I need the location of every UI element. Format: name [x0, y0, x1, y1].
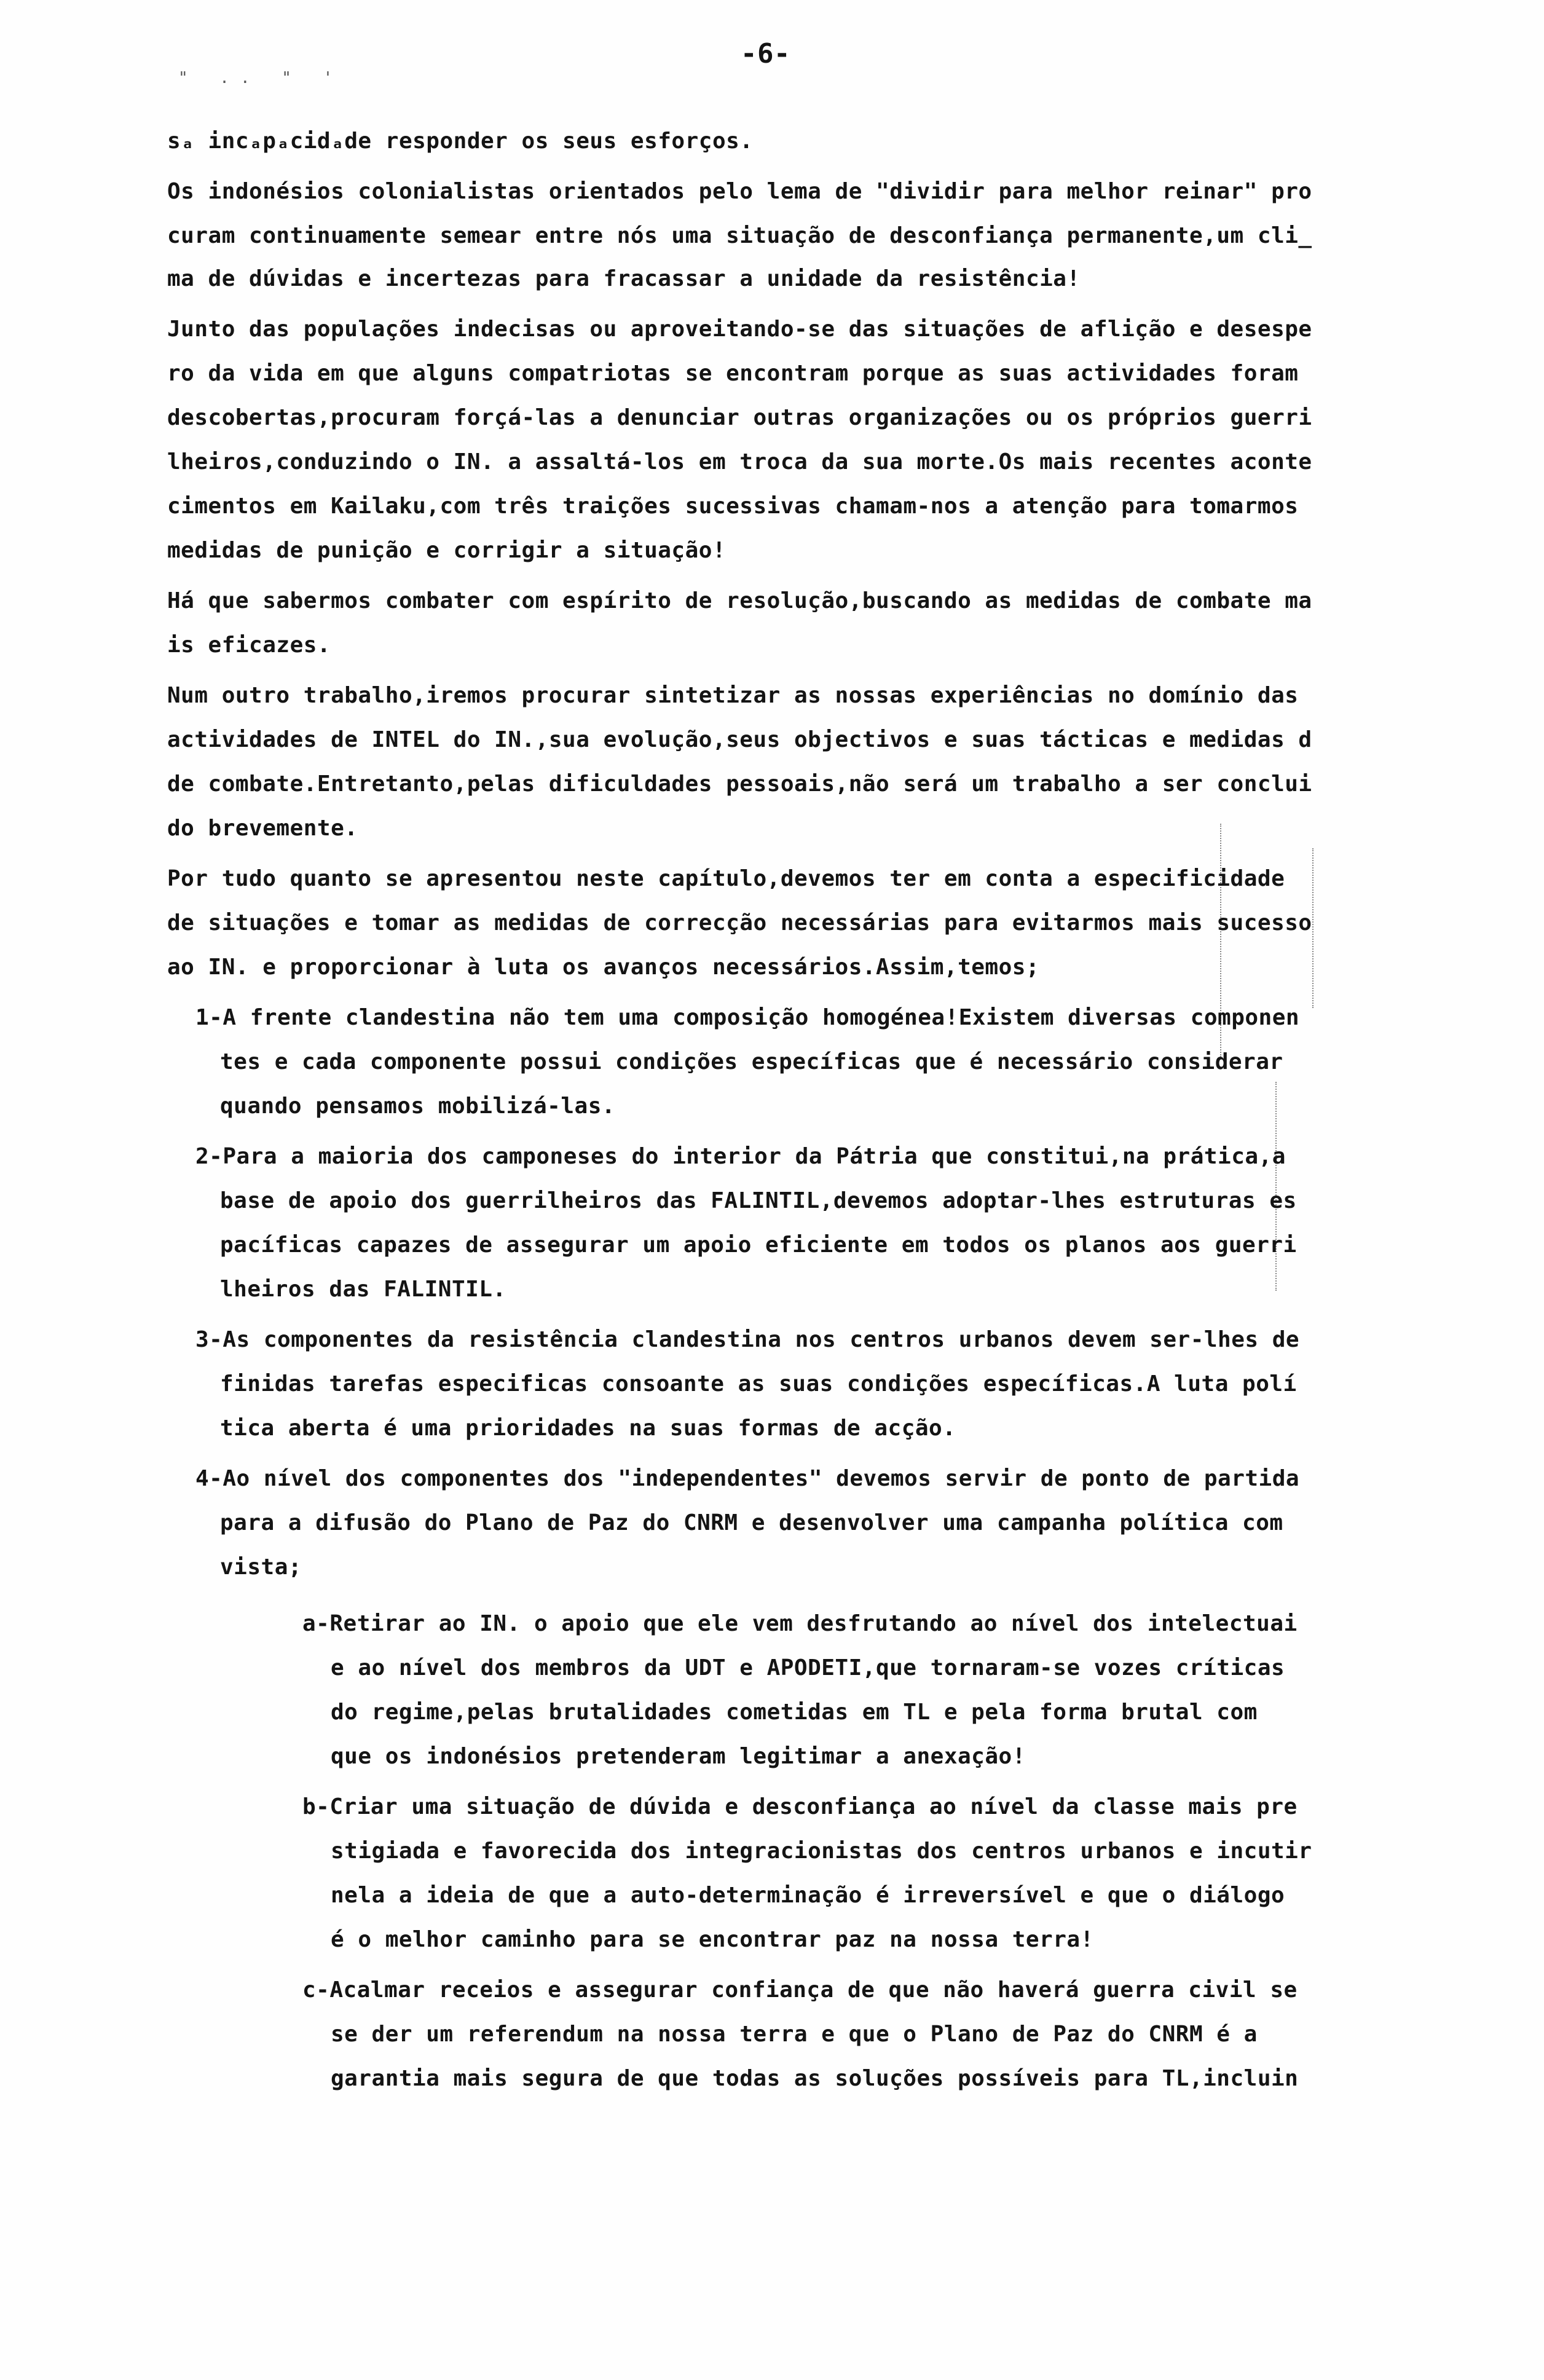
- sub-item-line: a-Retirar ao IN. o apoio que ele vem desfrutando ao nível dos intelectuai: [302, 1611, 1298, 1636]
- text-line: Há que sabermos combater com espírito de resolução,buscando as medidas de combate ma: [167, 588, 1312, 613]
- text-line: do brevemente.: [167, 816, 358, 841]
- text-line: Por tudo quanto se apresentou neste capítulo,devemos ter em conta a especificidade: [167, 866, 1285, 891]
- text-line: sₐ incₐpₐcidₐde responder os seus esforços.: [167, 128, 754, 154]
- sub-item-line: é o melhor caminho para se encontrar paz na nossa terra!: [331, 1927, 1094, 1952]
- sub-item-line: b-Criar uma situação de dúvida e desconfiança ao nível da classe mais pre: [302, 1794, 1298, 1819]
- stray-mark: [1312, 848, 1314, 1008]
- sub-item-line: se der um referendum na nossa terra e que o Plano de Paz do CNRM é a: [331, 2022, 1258, 2047]
- list-item-line: base de apoio dos guerrilheiros das FALINTIL,devemos adoptar-lhes estruturas es: [220, 1188, 1297, 1213]
- list-item-line: pacíficas capazes de assegurar um apoio eficiente em todos os planos aos guerri: [220, 1232, 1297, 1258]
- text-line: medidas de punição e corrigir a situação!: [167, 538, 727, 563]
- text-line: Junto das populações indecisas ou aproveitando-se das situações de aflição e desespe: [167, 317, 1312, 342]
- list-item-line: tes e cada componente possui condições específicas que é necessário considerar: [220, 1049, 1283, 1074]
- text-line: ma de dúvidas e incertezas para fracassar a unidade da resistência!: [167, 266, 1081, 291]
- list-item-line: finidas tarefas especificas consoante as suas condições específicas.A luta polí: [220, 1371, 1297, 1397]
- text-line: ao IN. e proporcionar à luta os avanços necessários.Assim,temos;: [167, 955, 1040, 980]
- list-item-line: lheiros das FALINTIL.: [220, 1277, 506, 1302]
- sub-item-line: stigiada e favorecida dos integracionistas dos centros urbanos e incutir: [331, 1838, 1312, 1864]
- list-item-line: 3-As componentes da resistência clandestina nos centros urbanos devem ser-lhes de: [195, 1327, 1300, 1352]
- text-line: lheiros,conduzindo o IN. a assaltá-los em troca da sua morte.Os mais recentes aconte: [167, 449, 1312, 475]
- list-item-line: 1-A frente clandestina não tem uma composição homogénea!Existem diversas componen: [195, 1005, 1300, 1030]
- text-line: ro da vida em que alguns compatriotas se encontram porque as suas actividades foram: [167, 361, 1299, 386]
- margin-marks: " .. " ': [178, 69, 344, 87]
- page-number: -6-: [741, 38, 790, 69]
- text-line: curam continuamente semear entre nós uma situação de desconfiança permanente,um cli_: [167, 223, 1312, 248]
- list-item-line: quando pensamos mobilizá-las.: [220, 1093, 616, 1119]
- text-line: descobertas,procuram forçá-las a denunciar outras organizações ou os próprios guerri: [167, 405, 1312, 430]
- text-line: Os indonésios colonialistas orientados pelo lema de "dividir para melhor reinar" pro: [167, 179, 1312, 204]
- stray-mark: [1275, 1082, 1277, 1291]
- sub-item-line: nela a ideia de que a auto-determinação é irreversível e que o diálogo: [331, 1883, 1285, 1908]
- text-line: Num outro trabalho,iremos procurar sintetizar as nossas experiências no domínio das: [167, 683, 1299, 708]
- list-item-line: vista;: [220, 1554, 302, 1580]
- sub-item-line: e ao nível dos membros da UDT e APODETI,que tornaram-se vozes críticas: [331, 1655, 1285, 1681]
- sub-item-line: que os indonésios pretenderam legitimar a anexação!: [331, 1744, 1026, 1769]
- text-line: cimentos em Kailaku,com três traições sucessivas chamam-nos a atenção para tomarmos: [167, 494, 1299, 519]
- list-item-line: tica aberta é uma prioridades na suas formas de acção.: [220, 1416, 956, 1441]
- sub-item-line: garantia mais segura de que todas as soluções possíveis para TL,incluin: [331, 2066, 1299, 2091]
- sub-item-line: c-Acalmar receios e assegurar confiança de que não haverá guerra civil se: [302, 1977, 1298, 2003]
- text-line: actividades de INTEL do IN.,sua evolução,seus objectivos e suas tácticas e medidas d: [167, 727, 1312, 752]
- list-item-line: 2-Para a maioria dos camponeses do interior da Pátria que constitui,na prática,a: [195, 1144, 1286, 1169]
- text-line: de combate.Entretanto,pelas dificuldades pessoais,não será um trabalho a ser conclui: [167, 771, 1312, 797]
- text-line: is eficazes.: [167, 632, 331, 658]
- list-item-line: para a difusão do Plano de Paz do CNRM e desenvolver uma campanha política com: [220, 1510, 1283, 1535]
- text-line: de situações e tomar as medidas de correcção necessárias para evitarmos mais sucesso: [167, 910, 1312, 936]
- list-item-line: 4-Ao nível dos componentes dos "independentes" devemos servir de ponto de partida: [195, 1466, 1300, 1491]
- sub-item-line: do regime,pelas brutalidades cometidas em TL e pela forma brutal com: [331, 1700, 1258, 1725]
